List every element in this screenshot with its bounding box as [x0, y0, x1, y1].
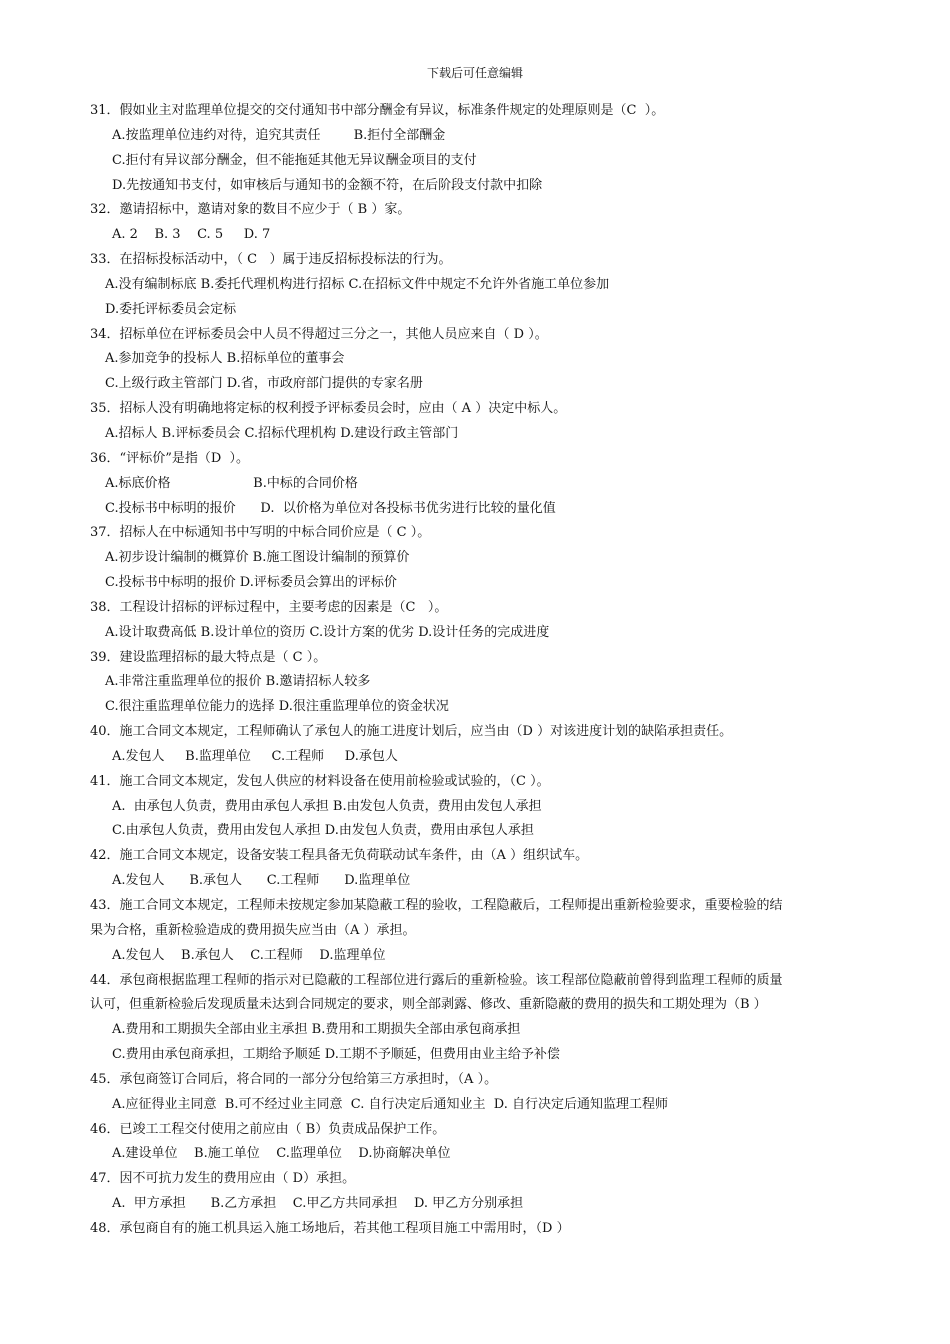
- question-line: 44．承包商根据监理工程师的指示对已隐蔽的工程部位进行露后的重新检验。该工程部位隐蔽前曾得到监理工程师的质量: [90, 972, 783, 988]
- question-line: 41．施工合同文本规定，发包人供应的材料设备在使用前检验或试验的，（C ）。: [90, 773, 550, 789]
- option-line: A.建设单位 B.施工单位 C.监理单位 D.协商解决单位: [112, 1146, 451, 1162]
- option-line: A.没有编制标底 B.委托代理机构进行招标 C.在招标文件中规定不允许外省施工单位参加: [105, 276, 610, 292]
- option-line: D.委托评标委员会定标: [105, 301, 237, 317]
- option-line: D.先按通知书支付，如审核后与通知书的金额不符，在后阶段支付款中扣除: [112, 177, 543, 193]
- option-line: C.很注重监理单位能力的选择 D.很注重监理单位的资金状况: [105, 699, 449, 715]
- option-line: A.应征得业主同意 B.可不经过业主同意 C. 自行决定后通知业主 D. 自行决定后通知监理工程师: [112, 1096, 668, 1112]
- option-line: A.非常注重监理单位的报价 B.邀请招标人较多: [105, 674, 371, 690]
- option-line: A.招标人 B.评标委员会 C.招标代理机构 D.建设行政主管部门: [105, 425, 459, 441]
- question-line: 认可，但重新检验后发现质量未达到合同规定的要求，则全部剥露、修改、重新隐蔽的费用的损失和工期处理为（B ）: [90, 997, 767, 1013]
- question-line: 34．招标单位在评标委员会中人员不得超过三分之一，其他人员应来自（ D ）。: [90, 326, 548, 342]
- option-line: A.初步设计编制的概算价 B.施工图设计编制的预算价: [105, 550, 410, 566]
- option-line: A.发包人 B.监理单位 C.工程师 D.承包人: [112, 748, 398, 764]
- question-line: 48．承包商自有的施工机具运入施工场地后，若其他工程项目施工中需用时，（D ）: [90, 1220, 570, 1236]
- question-line: 45．承包商签订合同后，将合同的一部分分包给第三方承担时，（A ）。: [90, 1071, 498, 1087]
- option-line: A.发包人 B.承包人 C.工程师 D.监理单位: [112, 873, 411, 889]
- option-line: C.投标书中标明的报价 D. 以价格为单位对各投标书优劣进行比较的量化值: [105, 500, 556, 516]
- question-line: 33．在招标投标活动中，（ C ）属于违反招标投标法的行为。: [90, 252, 452, 268]
- option-line: A.费用和工期损失全部由业主承担 B.费用和工期损失全部由承包商承担: [112, 1022, 521, 1038]
- question-line: 32．邀请招标中，邀请对象的数目不应少于（ B ）家。: [90, 202, 411, 218]
- question-line: 38．工程设计招标的评标过程中，主要考虑的因素是（C ）。: [90, 599, 448, 615]
- page-header: 下载后可任意编辑: [426, 66, 523, 80]
- question-line: 39．建设监理招标的最大特点是（ C ）。: [90, 649, 327, 665]
- document-body: [90, 99, 870, 1242]
- question-line: 37．招标人在中标通知书中写明的中标合同价应是（ C ）。: [90, 525, 431, 541]
- question-line: 35．招标人没有明确地将定标的权利授予评标委员会时，应由（ A ）决定中标人。: [90, 401, 567, 417]
- option-line: A.参加竞争的投标人 B.招标单位的董事会: [105, 351, 345, 367]
- question-line: 31．假如业主对监理单位提交的交付通知书中部分酬金有异议，标准条件规定的处理原则是（C ）。: [90, 103, 665, 118]
- question-line: 46．已竣工工程交付使用之前应由（ B）负责成品保护工作。: [90, 1121, 446, 1137]
- option-line: C.投标书中标明的报价 D.评标委员会算出的评标价: [105, 575, 397, 591]
- question-line: 43．施工合同文本规定，工程师未按规定参加某隐蔽工程的验收，工程隐蔽后，工程师提出重新检验要求，重要检验的结: [90, 898, 783, 913]
- question-line: 36．“评标价”是指（D ）。: [90, 450, 250, 466]
- option-line: C.拒付有异议部分酬金，但不能拖延其他无异议酬金项目的支付: [112, 152, 477, 168]
- option-line: A. 由承包人负责，费用由承包人承担 B.由发包人负责，费用由发包人承担: [112, 798, 542, 814]
- option-line: A.标底价格 B.中标的合同价格: [105, 475, 358, 491]
- option-line: C.由承包人负责，费用由发包人承担 D.由发包人负责，费用由承包人承担: [112, 823, 534, 839]
- question-line: 40．施工合同文本规定，工程师确认了承包人的施工进度计划后，应当由（D ）对该进度计划的缺陷承担责任。: [90, 724, 733, 740]
- option-line: A. 2 B. 3 C. 5 D. 7: [112, 227, 271, 243]
- option-line: A.按监理单位违约对待，追究其责任 B.拒付全部酬金: [112, 127, 446, 143]
- question-line: 42．施工合同文本规定，设备安装工程具备无负荷联动试车条件，由（A ）组织试车。: [90, 848, 589, 864]
- option-line: A.设计取费高低 B.设计单位的资历 C.设计方案的优劣 D.设计任务的完成进度: [105, 624, 550, 640]
- option-line: C.费用由承包商承担，工期给予顺延 D.工期不予顺延，但费用由业主给予补偿: [112, 1047, 560, 1063]
- question-line: 47．因不可抗力发生的费用应由（ D）承担。: [90, 1171, 356, 1187]
- option-line: C.上级行政主管部门 D.省，市政府部门提供的专家名册: [105, 376, 423, 392]
- question-line: 果为合格，重新检验造成的费用损失应当由（A ）承担。: [90, 922, 416, 938]
- option-line: A.发包人 B.承包人 C.工程师 D.监理单位: [112, 947, 386, 963]
- option-line: A. 甲方承担 B.乙方承担 C.甲乙方共同承担 D. 甲乙方分别承担: [112, 1196, 524, 1212]
